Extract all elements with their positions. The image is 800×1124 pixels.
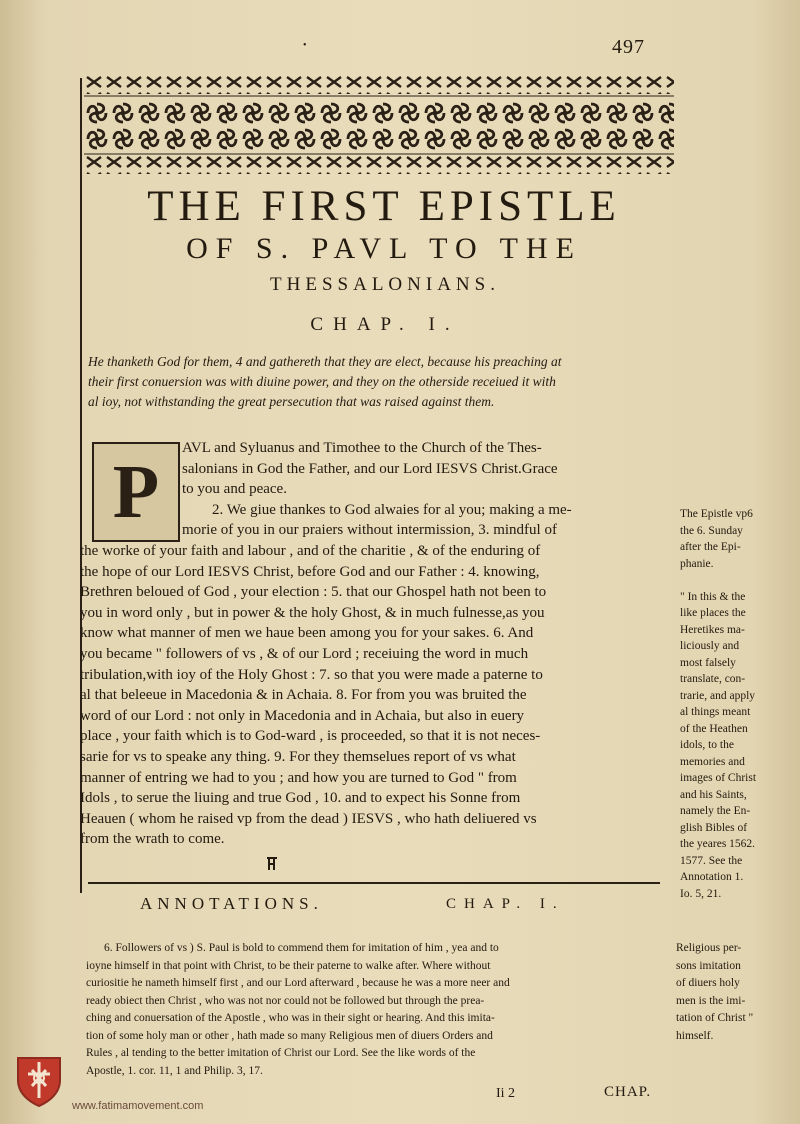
side-note-line: glish Bibles of — [680, 821, 748, 834]
chapter-heading: CHAP. I. — [310, 314, 460, 335]
annotations-chapter: CHAP. I. — [446, 896, 565, 912]
side-note-line: of the Heathen — [680, 722, 748, 735]
side-note-line: the 6. Sunday — [680, 524, 743, 537]
body-line: al that beleeue in Macedonia & in Achaia. 8. For from you was bruited the — [80, 687, 527, 704]
summary-line: their first conuersion was with diuine power, and they on the otherside receiued it with — [88, 374, 556, 389]
website-watermark[interactable]: www.fatimamovement.com — [72, 1100, 204, 1112]
side-note-line: Io. 5, 21. — [680, 887, 722, 900]
side-note-line: trarie, and apply — [680, 689, 756, 702]
body-line: sarie for vs to speake any thing. 9. For they themselues report of vs what — [80, 748, 516, 765]
page-number: 497 — [612, 36, 645, 58]
annotation-line: ready obiect then Christ , who was not nor could not be followed but through the prea- — [86, 994, 485, 1007]
side-note-line: Annotation 1. — [680, 871, 744, 883]
body-line: the hope of our Lord IESVS Christ, before God and our Father : 4. knowing, — [80, 563, 540, 580]
catchword: CHAP. — [604, 1084, 652, 1100]
body-line: from the wrath to come. — [80, 831, 225, 848]
side-note-line: The Epistle vp6 — [680, 508, 753, 520]
body-line: know what manner of men we haue been among you for your sakes. 6. And — [80, 625, 534, 642]
summary-line: He thanketh God for them, 4 and gathereth that they are elect, because his preaching at — [88, 354, 562, 369]
side-note-line: tation of Christ " — [676, 1012, 754, 1024]
side-note-line: and his Saints, — [680, 788, 747, 801]
side-note-line: of diuers holy — [676, 977, 740, 989]
side-note-line: after the Epi- — [680, 541, 741, 553]
body-line: you in word only , but in power & the holy Ghost, & in much fulnesse,as you — [80, 604, 545, 621]
side-note-line: the yeares 1562. — [680, 838, 756, 850]
chapter-summary — [88, 352, 680, 412]
side-note-line — [680, 572, 794, 589]
body-line: Brethren beloued of God , your election : 5. that our Ghospel hath not been to — [80, 584, 547, 601]
side-note-margin — [680, 506, 794, 902]
page-mark-dot: • — [303, 40, 307, 51]
body-line: Heauen ( whom he raised vp from the dead ) IESVS , who hath deliuered vs — [80, 810, 537, 827]
annotation-line: ching and conuersation of the Apostle , who was in their sight or hearing. And this imita- — [86, 1012, 495, 1024]
annotations-text — [86, 940, 672, 1080]
body-line: tribulation,with ioy of the Holy Ghost : 7. so that you were made a paterne to — [80, 666, 543, 683]
title-line-2: OF S. PAVL TO THE — [186, 232, 582, 265]
side-note-line: liciously and — [680, 640, 740, 652]
body-line: you became " followers of vs , & of our Lord ; receiuing the word in much — [80, 645, 529, 662]
drop-cap — [92, 442, 180, 542]
body-line: place , your faith which is to God-ward , is proceeded, so that it is not neces- — [80, 728, 541, 745]
body-line: AVL and Syluanus and Timothee to the Church of the Thes- — [182, 440, 542, 456]
section-rule — [88, 882, 660, 884]
side-note-line: " In this & the — [680, 590, 746, 603]
annotation-line: tion of some holy man or other , hath made so many Religious men of diuers Orders and — [86, 1029, 493, 1042]
drop-cap-letter: P — [112, 450, 160, 534]
side-note-line: images of Christ — [680, 772, 757, 784]
ornamental-header-band — [84, 74, 674, 178]
annotation-line: ioyne himself in that point with Christ, to be their paterne to walke after. Where without — [86, 959, 491, 972]
papal-shield-logo-icon — [10, 1050, 68, 1108]
body-line: morie of you in our praiers without intermission, 3. mindful of — [182, 522, 557, 539]
side-note-line: himself. — [676, 1029, 714, 1042]
side-note-line: idols, to the — [680, 739, 734, 751]
side-note-line: translate, con- — [680, 673, 746, 685]
annotations-heading: ANNOTATIONS. — [140, 894, 323, 913]
body-line: 2. We giue thankes to God alwaies for al you; making a me- — [212, 501, 572, 518]
side-note-line: phanie. — [680, 557, 714, 570]
side-note-line: namely the En- — [680, 805, 751, 817]
body-line: Idols , to serue the liuing and true God , 10. and to expect his Sonne from — [80, 790, 521, 807]
annotation-line: Rules , al tending to the better imitation of Christ our Lord. See the like words of the — [86, 1047, 476, 1059]
pilcrow-mark — [266, 857, 278, 871]
body-line: the worke of your faith and labour , and of the charitie , & of the enduring of — [80, 542, 541, 559]
side-note-line: al things meant — [680, 706, 751, 718]
annotation-side-note — [676, 940, 794, 1045]
side-note-line: memories and — [680, 755, 745, 768]
summary-line: al ioy, not withstanding the great persecution that was raised against them. — [88, 394, 495, 409]
annotation-line: curiositie he nameth himself first , and our Lord afterward , because he was a more neer and — [86, 977, 510, 989]
side-note-line: sons imitation — [676, 959, 741, 972]
annotation-line: Apostle, 1. cor. 11, 1 and Philip. 3, 17. — [86, 1064, 263, 1077]
side-note-line: like places the — [680, 607, 746, 619]
side-note-line: 1577. See the — [680, 854, 743, 867]
side-note-line: Heretikes ma- — [680, 623, 745, 636]
body-line: manner of entring we had to you ; and how you are turned to God " from — [80, 769, 517, 786]
body-line: word of our Lord : not only in Macedonia and in Achaia, but also in euery — [80, 707, 525, 724]
body-line: to you and peace. — [182, 481, 287, 498]
body-line: salonians in God the Father, and our Lord IESVS Christ.Grace — [182, 460, 558, 477]
side-note-line: Religious per- — [676, 942, 742, 954]
signature-mark: Ii 2 — [496, 1086, 516, 1101]
side-note-line: most falsely — [680, 656, 736, 669]
title-line-1: THE FIRST EPISTLE — [147, 183, 621, 230]
annotation-line: 6. Followers of vs ) S. Paul is bold to commend them for imitation of him , yea and to — [104, 942, 499, 954]
title-line-3: THESSALONIANS. — [270, 274, 500, 295]
side-note-line: men is the imi- — [676, 994, 746, 1007]
